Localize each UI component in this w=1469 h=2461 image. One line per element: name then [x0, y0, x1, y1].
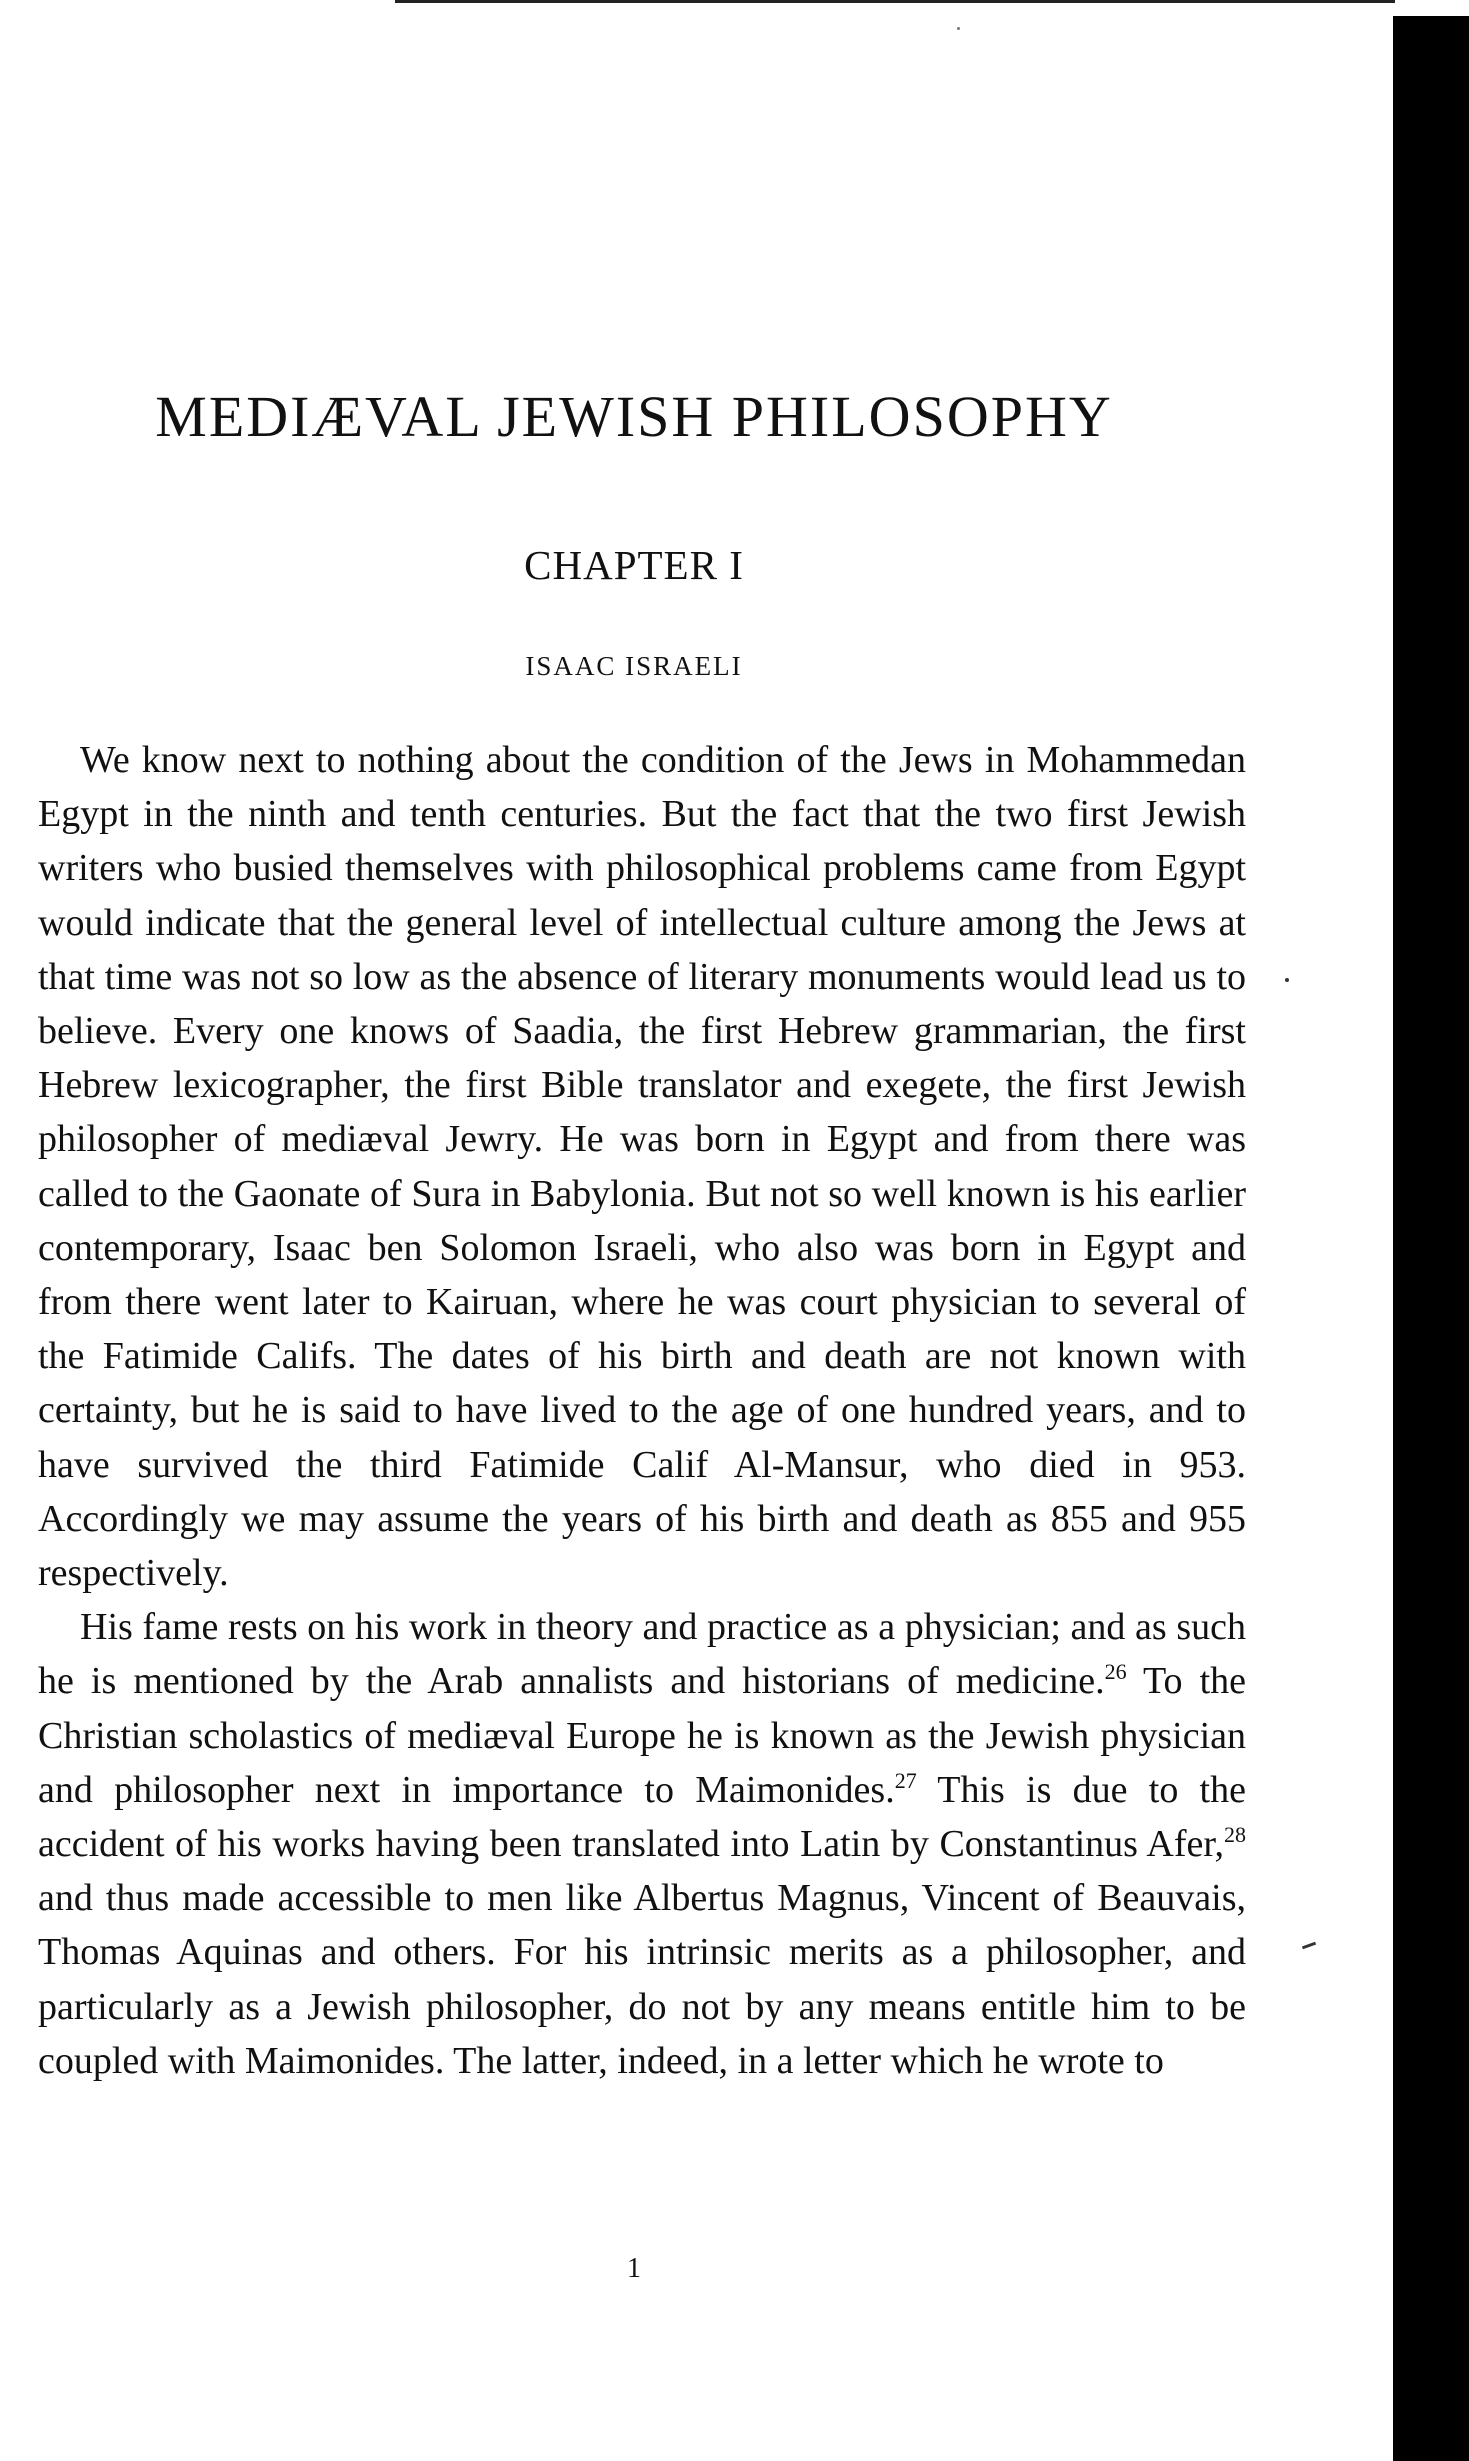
text-segment: This is due to the accident of his works having been translated into Latin by Constantinus Afer,: [38, 1768, 1246, 1866]
paragraph: [38, 1600, 1246, 2088]
book-title: MEDIÆVAL JEWISH PHILOSOPHY: [155, 384, 1113, 449]
chapter-title: ISAAC ISRAELI: [525, 651, 743, 681]
paragraph: We know next to nothing about the condition of the Jews in Mohammedan Egypt in the ninth and tenth centuries. But the fact that the two first Jewish writers who busied themselves with philosophical problems came from Egypt would indicate that the general level of intellectual culture among the Jews at that time was not so low as the absence of literary monuments would lead us to believe. Every one knows of Saadia, the first Hebrew grammarian, the first Hebrew lexicographer, the first Bible translator and exegete, the first Jewish philosopher of mediæval Jewry. He was born in Egypt and from there was called to the Gaonate of Sura in Babylonia. But not so well known is his earlier contemporary, Isaac ben Solomon Israeli, who also was born in Egypt and from there went later to Kairuan, where he was court physician to several of the Fatimide Califs. The dates of his birth and death are not known with certainty, but he is said to have lived to the age of one hundred years, and to have survived the third Fatimide Calif Al-Mansur, who died in 953. Accordingly we may assume the years of his birth and death as 855 and 955 respectively.: [38, 739, 1246, 1595]
scan-speck: [1285, 978, 1289, 982]
body-text: [38, 733, 1246, 2088]
footnote-ref[interactable]: 28: [1224, 1822, 1246, 1848]
scan-top-border: [395, 0, 1395, 3]
page-number: 1: [627, 2253, 641, 2284]
scan-right-edge: [1393, 16, 1469, 2461]
footnote-ref[interactable]: 27: [894, 1767, 917, 1793]
chapter-number: CHAPTER I: [524, 542, 744, 588]
footnote-ref[interactable]: 26: [1104, 1659, 1127, 1685]
scan-speck: [1302, 1942, 1316, 1950]
text-segment: His fame rests on his work in theory and practice as a physician; and as such he is mentioned by the Arab annalists and historians of medicine.: [38, 1606, 1246, 1703]
text-segment: and thus made accessible to men like Albertus Magnus, Vincent of Beauvais, Thomas Aquinas and others. For his intrinsic merits as a philosopher, and particularly as a Jewish philosopher, do not by any means entitle him to be coupled with Maimonides. The latter, indeed, in a letter which he wrote to: [38, 1877, 1246, 2082]
text-segment: To the Christian scholastics of mediæval Europe he is known as the Jewish physician and philosopher next in importance to Maimonides.: [38, 1660, 1246, 1811]
scan-speck: [957, 27, 960, 30]
